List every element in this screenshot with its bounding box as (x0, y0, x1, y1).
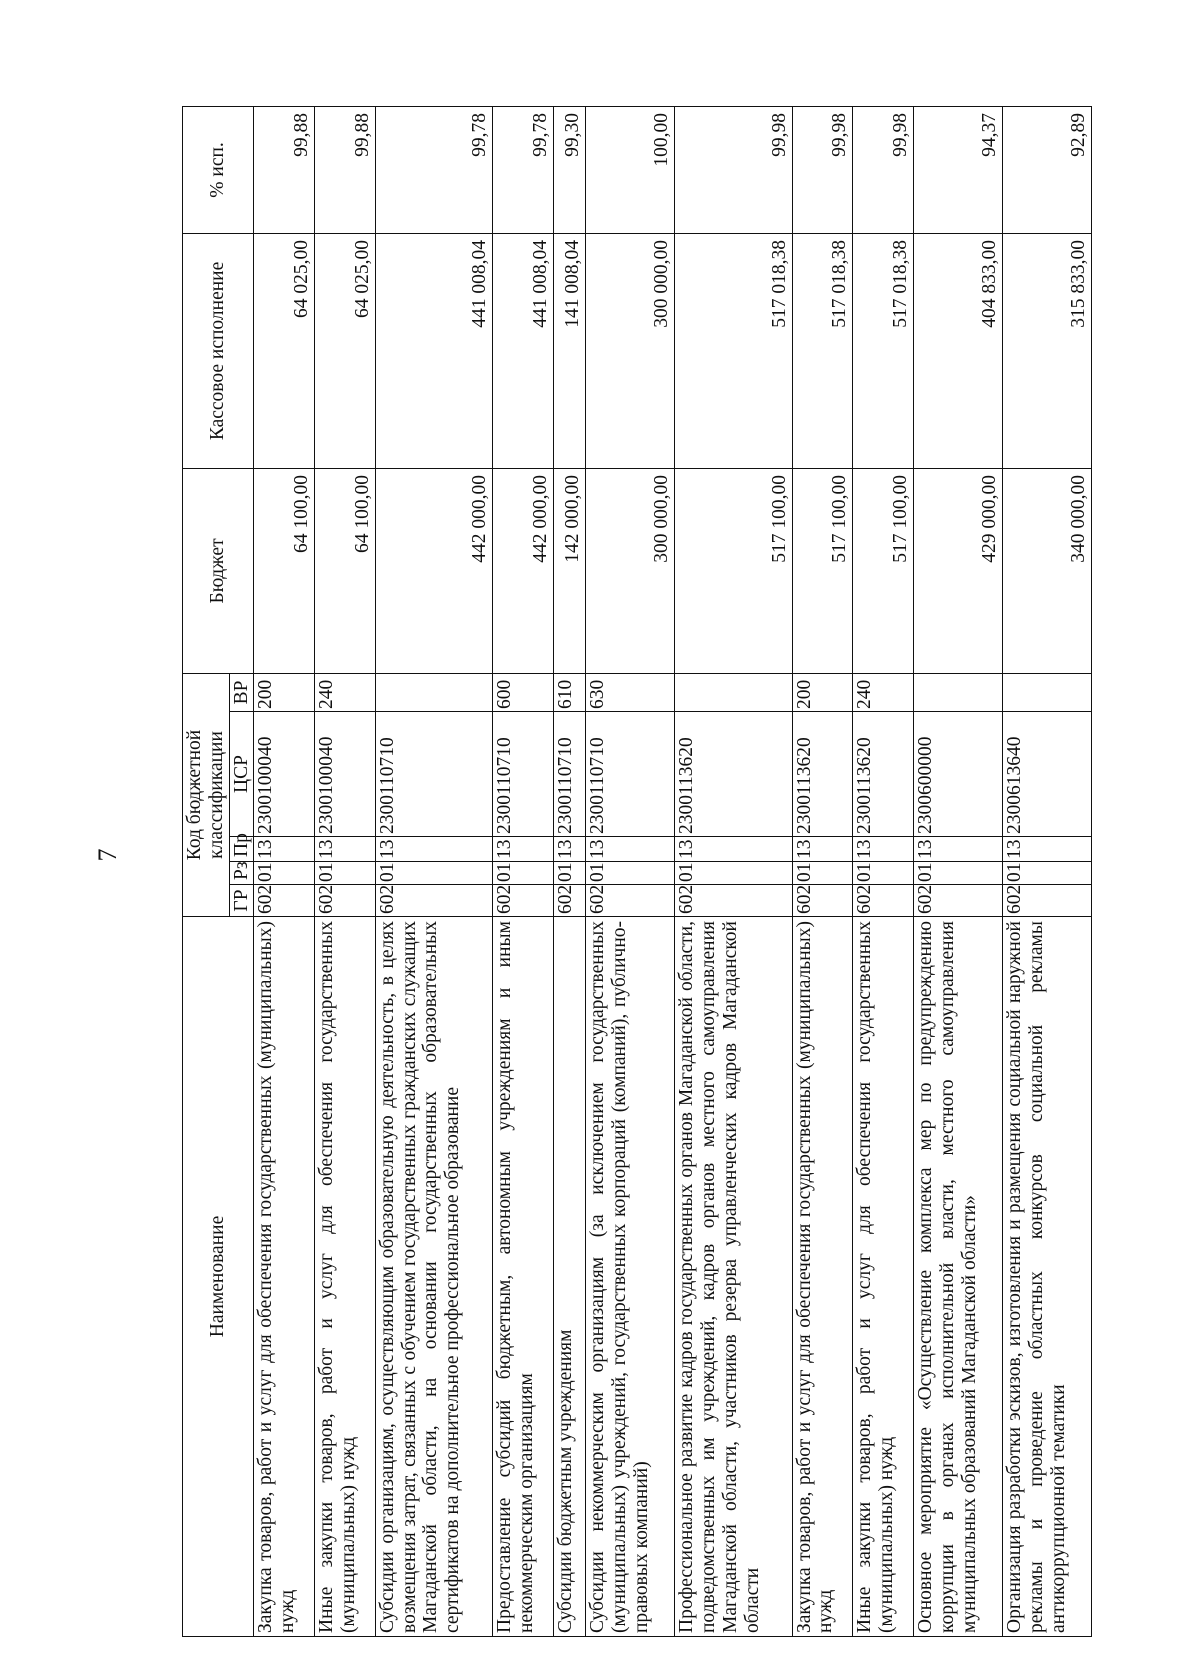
table-body (254, 106, 1092, 1636)
cell-gr: 602 (375, 885, 492, 917)
cell-cash: 64 025,00 (315, 233, 376, 468)
table-row (913, 106, 1002, 1636)
cell-budget: 142 000,00 (553, 468, 585, 673)
header-csr: ЦСР (229, 712, 254, 837)
cell-cash: 441 008,04 (375, 233, 492, 468)
budget-execution-table (182, 106, 1092, 1637)
cell-vr: 200 (792, 673, 853, 711)
cell-pr: 13 (254, 837, 315, 862)
cell-cash: 315 833,00 (1002, 233, 1091, 468)
header-code-group: Код бюджетной классификации (183, 673, 230, 916)
cell-percent: 99,78 (375, 106, 492, 233)
cell-budget: 340 000,00 (1002, 468, 1091, 673)
cell-vr: 200 (254, 673, 315, 711)
cell-pr: 13 (375, 837, 492, 862)
cell-percent: 94,37 (913, 106, 1002, 233)
cell-csr: 2300100040 (254, 712, 315, 837)
cell-gr: 602 (493, 885, 554, 917)
cell-csr: 2300613640 (1002, 712, 1091, 837)
cell-percent: 99,98 (853, 106, 914, 233)
cell-cash: 517 018,38 (853, 233, 914, 468)
cell-rz: 01 (375, 862, 492, 885)
cell-cash: 517 018,38 (792, 233, 853, 468)
cell-name: Субсидии организациям, осуществляющим образовательную деятельность, в целях возмещения затрат, связанных с обучением государственных гражданских служащих Магаданской области, на основании государственных образовательных сертификатов на дополнительное профессиональное образование (375, 917, 492, 1637)
cell-name: Профессиональное развитие кадров государственных органов Магаданской области, подведомственных им учреждений, кадров органов местного самоуправления Магаданской области, участников резерва управленческих кадров Магаданской области (675, 917, 792, 1637)
cell-gr: 602 (553, 885, 585, 917)
cell-vr (913, 673, 1002, 711)
cell-budget: 517 100,00 (853, 468, 914, 673)
cell-percent: 100,00 (586, 106, 675, 233)
cell-gr: 602 (1002, 885, 1091, 917)
cell-vr: 610 (553, 673, 585, 711)
cell-gr: 602 (675, 885, 792, 917)
header-cash: Кассовое исполнение (183, 233, 254, 468)
header-name: Наименование (183, 917, 254, 1637)
table-row (553, 106, 585, 1636)
page-number: 7 (93, 848, 122, 862)
cell-pr: 13 (315, 837, 376, 862)
cell-csr: 2300113620 (792, 712, 853, 837)
cell-rz: 01 (853, 862, 914, 885)
cell-vr (675, 673, 792, 711)
cell-percent: 99,30 (553, 106, 585, 233)
cell-gr: 602 (254, 885, 315, 917)
cell-vr: 600 (493, 673, 554, 711)
cell-rz: 01 (493, 862, 554, 885)
cell-csr: 2300110710 (553, 712, 585, 837)
table-row (315, 106, 376, 1636)
cell-vr (1002, 673, 1091, 711)
cell-name: Субсидии некоммерческим организациям (за исключением государственных (муниципальных) учреждений, государственных корпораций (компаний), публично-правовых компаний) (586, 917, 675, 1637)
cell-gr: 602 (913, 885, 1002, 917)
table-row (375, 106, 492, 1636)
cell-csr: 2300110710 (493, 712, 554, 837)
cell-vr: 240 (853, 673, 914, 711)
cell-pr: 13 (853, 837, 914, 862)
table-row (493, 106, 554, 1636)
cell-csr: 2300110710 (586, 712, 675, 837)
cell-name: Иные закупки товаров, работ и услуг для обеспечения государственных (муниципальных) нужд (853, 917, 914, 1637)
cell-name: Закупка товаров, работ и услуг для обеспечения государственных (муниципальных) нужд (792, 917, 853, 1637)
cell-gr: 602 (792, 885, 853, 917)
cell-cash: 64 025,00 (254, 233, 315, 468)
cell-budget: 517 100,00 (792, 468, 853, 673)
cell-budget: 442 000,00 (493, 468, 554, 673)
header-rz: Рз (229, 862, 254, 885)
cell-csr: 2300110710 (375, 712, 492, 837)
cell-cash: 441 008,04 (493, 233, 554, 468)
cell-pr: 13 (675, 837, 792, 862)
cell-name: Предоставление субсидий бюджетным, автономным учреждениям и иным некоммерческим организациям (493, 917, 554, 1637)
cell-rz: 01 (792, 862, 853, 885)
cell-budget: 442 000,00 (375, 468, 492, 673)
table-row (586, 106, 675, 1636)
cell-budget: 517 100,00 (675, 468, 792, 673)
header-percent: % исп. (183, 106, 254, 233)
cell-vr: 240 (315, 673, 376, 711)
table-row (675, 106, 792, 1636)
cell-rz: 01 (315, 862, 376, 885)
cell-pr: 13 (553, 837, 585, 862)
cell-rz: 01 (913, 862, 1002, 885)
cell-percent: 92,89 (1002, 106, 1091, 233)
table-row (1002, 106, 1091, 1636)
cell-gr: 602 (315, 885, 376, 917)
table-row (792, 106, 853, 1636)
cell-budget: 64 100,00 (254, 468, 315, 673)
cell-budget: 64 100,00 (315, 468, 376, 673)
cell-pr: 13 (586, 837, 675, 862)
budget-execution-table-sheet (182, 107, 1092, 1637)
cell-csr: 2300113620 (853, 712, 914, 837)
cell-csr: 2300113620 (675, 712, 792, 837)
cell-budget: 300 000,00 (586, 468, 675, 673)
cell-percent: 99,78 (493, 106, 554, 233)
header-vr: ВР (229, 673, 254, 711)
table-row (853, 106, 914, 1636)
header-budget: Бюджет (183, 468, 254, 673)
cell-pr: 13 (792, 837, 853, 862)
cell-name: Основное мероприятие «Осуществление комплекса мер по предупреждению коррупции в органах исполнительной власти, местного самоуправления муниципальных образований Магаданской области» (913, 917, 1002, 1637)
cell-gr: 602 (586, 885, 675, 917)
cell-percent: 99,98 (792, 106, 853, 233)
cell-rz: 01 (675, 862, 792, 885)
cell-rz: 01 (586, 862, 675, 885)
cell-cash: 141 008,04 (553, 233, 585, 468)
header-gr: ГР (229, 885, 254, 917)
cell-rz: 01 (254, 862, 315, 885)
cell-name: Организация разработки эскизов, изготовления и размещения социальной наружной рекламы и проведение областных конкурсов социальной рекламы антикоррупционной тематики (1002, 917, 1091, 1637)
cell-cash: 300 000,00 (586, 233, 675, 468)
cell-name: Закупка товаров, работ и услуг для обеспечения государственных (муниципальных) нужд (254, 917, 315, 1637)
cell-vr (375, 673, 492, 711)
cell-cash: 404 833,00 (913, 233, 1002, 468)
cell-budget: 429 000,00 (913, 468, 1002, 673)
cell-vr: 630 (586, 673, 675, 711)
cell-name: Иные закупки товаров, работ и услуг для обеспечения государственных (муниципальных) нужд (315, 917, 376, 1637)
cell-percent: 99,88 (254, 106, 315, 233)
cell-percent: 99,98 (675, 106, 792, 233)
header-pr: Пр (229, 837, 254, 862)
cell-gr: 602 (853, 885, 914, 917)
cell-percent: 99,88 (315, 106, 376, 233)
cell-rz: 01 (1002, 862, 1091, 885)
cell-cash: 517 018,38 (675, 233, 792, 468)
cell-csr: 2300100040 (315, 712, 376, 837)
cell-pr: 13 (493, 837, 554, 862)
cell-name: Субсидии бюджетным учреждениям (553, 917, 585, 1637)
table-row (254, 106, 315, 1636)
cell-csr: 2300600000 (913, 712, 1002, 837)
cell-pr: 13 (1002, 837, 1091, 862)
cell-pr: 13 (913, 837, 1002, 862)
cell-rz: 01 (553, 862, 585, 885)
